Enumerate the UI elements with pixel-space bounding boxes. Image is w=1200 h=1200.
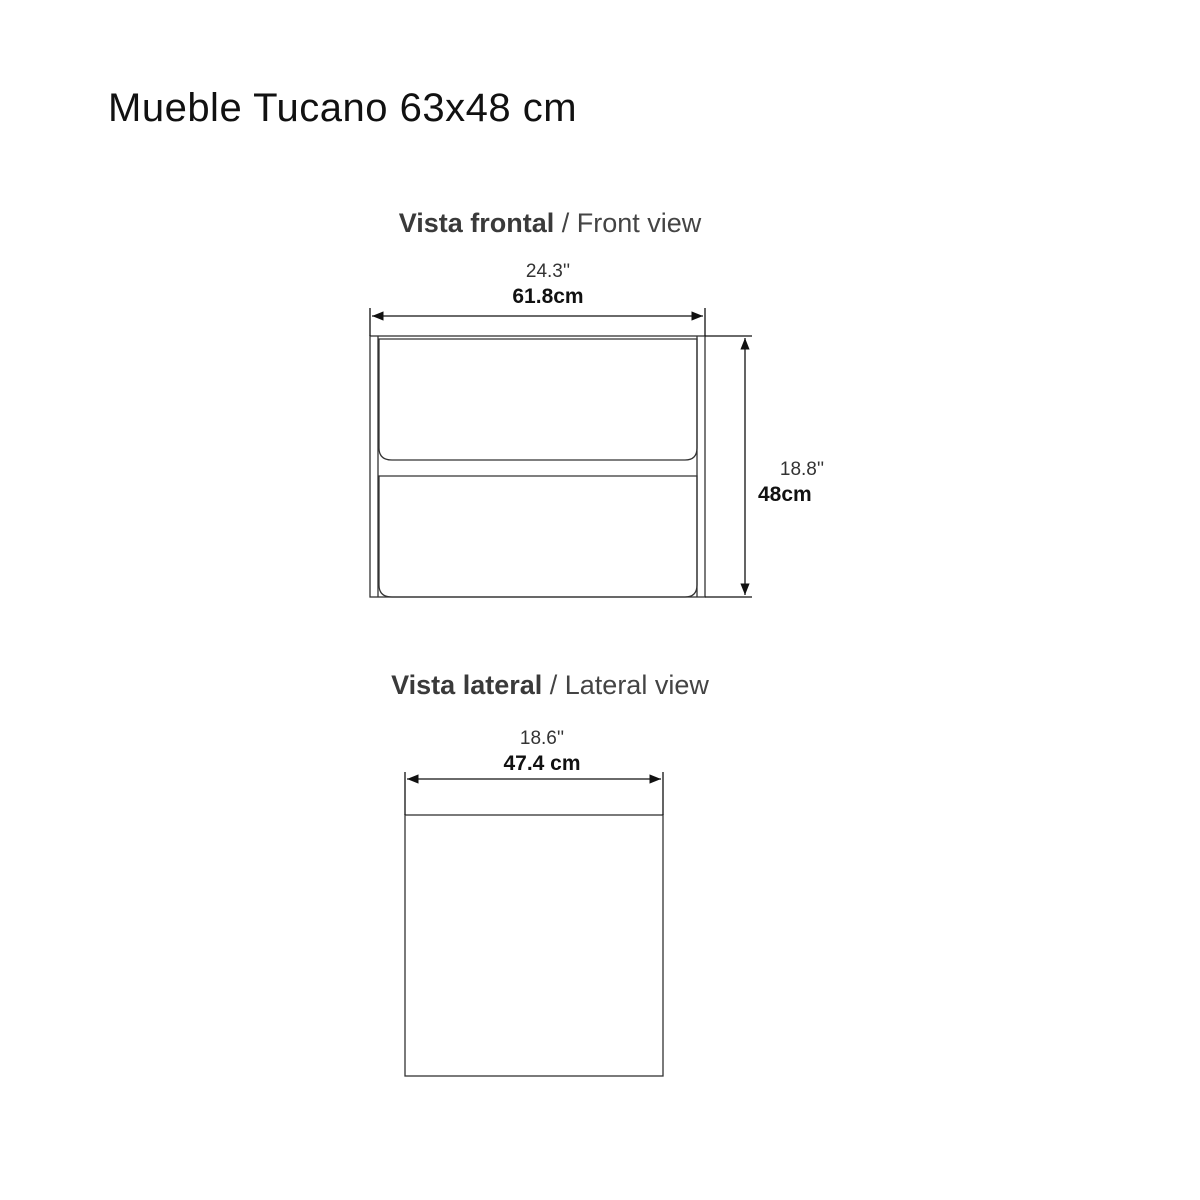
front-cabinet-outline bbox=[370, 336, 705, 597]
front-width-dimension-line bbox=[370, 308, 705, 336]
front-height-cm: 48cm bbox=[758, 483, 812, 506]
lateral-depth-cm: 47.4 cm bbox=[503, 752, 581, 775]
lateral-cabinet-outline bbox=[405, 815, 663, 1076]
top-drawer-front bbox=[379, 339, 697, 460]
lateral-depth-inch: 18.6'' bbox=[519, 728, 565, 749]
lateral-view-heading-sep: / bbox=[542, 670, 565, 700]
front-width-cm: 61.8cm bbox=[512, 285, 584, 308]
front-height-inch: 18.8'' bbox=[779, 459, 825, 480]
front-view-heading-sep: / bbox=[554, 208, 577, 238]
front-height-dimension-line bbox=[705, 336, 752, 597]
lateral-view-heading-es: Vista lateral bbox=[391, 670, 543, 700]
front-view-cabinet bbox=[370, 336, 705, 597]
front-view-heading-en: Front view bbox=[576, 208, 702, 238]
lateral-view-cabinet bbox=[405, 815, 663, 1076]
bottom-drawer-front bbox=[379, 476, 697, 597]
front-view-heading-es: Vista frontal bbox=[398, 208, 555, 238]
lateral-view-heading-en: Lateral view bbox=[564, 670, 709, 700]
page-title: Mueble Tucano 63x48 cm bbox=[108, 86, 578, 130]
front-width-inch: 24.3'' bbox=[525, 261, 571, 282]
lateral-depth-dimension-line bbox=[405, 772, 663, 815]
